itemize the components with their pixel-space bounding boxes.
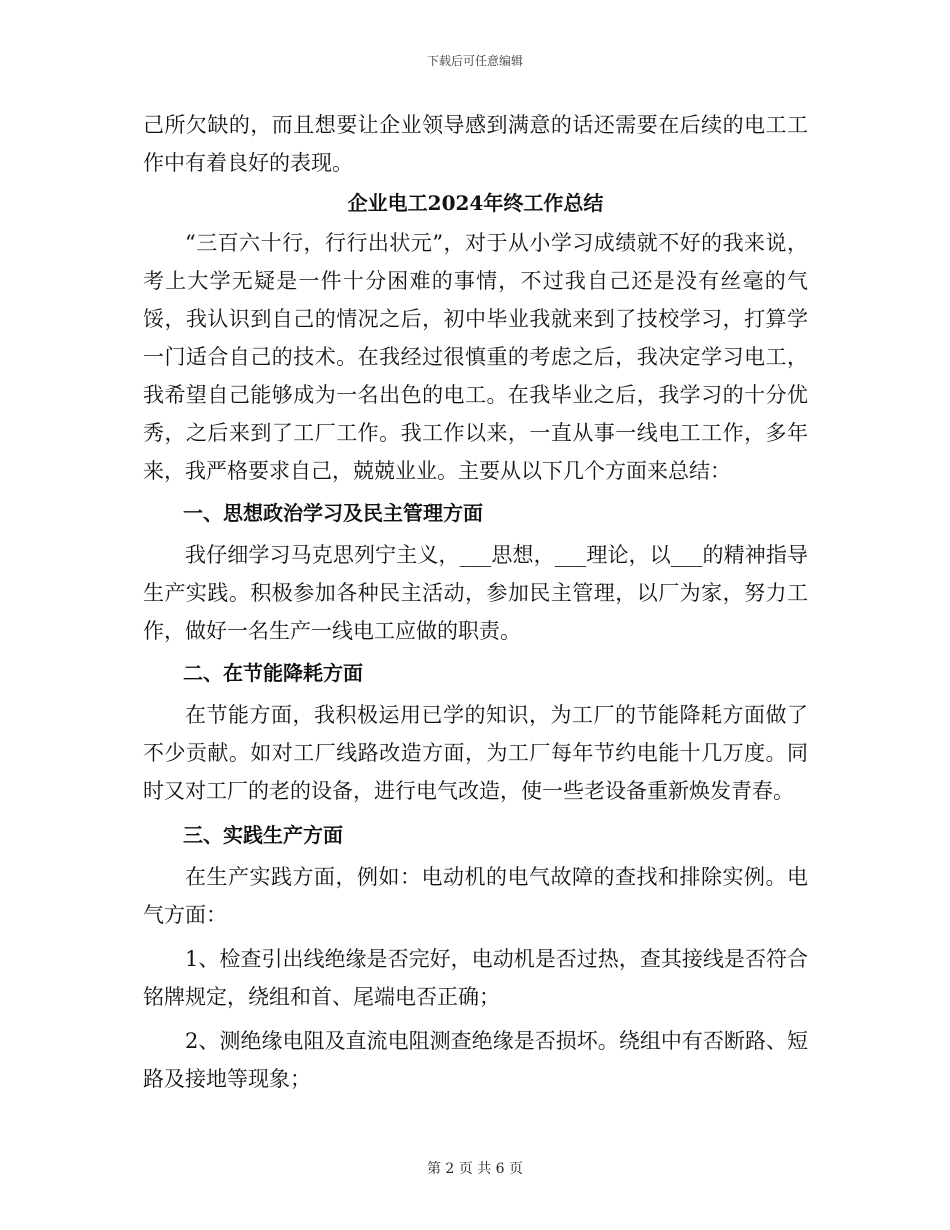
section-heading-1: 一、思想政治学习及民主管理方面 <box>183 501 483 525</box>
paragraph-practice: 在生产实践方面，例如：电动机的电气故障的查找和排除实例。电气方面： <box>143 865 808 927</box>
list-item-1: 1、检查引出线绝缘是否完好，电动机是否过热，查其接线是否符合铭牌规定，绕组和首、尾端电否正确； <box>143 947 808 1009</box>
section-heading-2: 二、在节能降耗方面 <box>183 661 363 685</box>
paragraph-continuation: 己所欠缺的，而且想要让企业领导感到满意的话还需要在后续的电工工作中有着良好的表现。 <box>143 113 808 175</box>
section-heading-3: 三、实践生产方面 <box>183 823 343 847</box>
paragraph-politics: 我仔细学习马克思列宁主义，___思想，___理论，以___的精神指导生产实践。积极参加各种民主活动，参加民主管理，以厂为家，努力工作，做好一名生产一线电工应做的职责。 <box>143 543 808 643</box>
list-item-2: 2、测绝缘电阻及直流电阻测查绝缘是否损坏。绕组中有否断路、短路及接地等现象； <box>143 1029 808 1091</box>
paragraph-energy: 在节能方面，我积极运用已学的知识，为工厂的节能降耗方面做了不少贡献。如对工厂线路改造方面，为工厂每年节约电能十几万度。同时又对工厂的老的设备，进行电气改造，使一些老设备重新焕发青春。 <box>143 703 808 803</box>
page-footer: 第 2 页 共 6 页 <box>426 1161 524 1177</box>
paragraph-intro: “三百六十行，行行出状元”，对于从小学习成绩就不好的我来说，考上大学无疑是一件十分困难的事情，不过我自己还是没有丝毫的气馁，我认识到自己的情况之后，初中毕业我就来到了技校学习，打算学一门适合自己的技术。在我经过很慎重的考虑之后，我决定学习电工，我希望自己能够成为一名出色的电工。在我毕业之后，我学习的十分优秀，之后来到了工厂工作。我工作以来，一直从事一线电工工作，多年来，我严格要求自己，兢兢业业。主要从以下几个方面来总结： <box>143 231 808 483</box>
page-header: 下载后可任意编辑 <box>426 54 523 68</box>
document-title: 企业电工2024年终工作总结 <box>347 191 604 215</box>
document-body <box>143 106 808 1098</box>
